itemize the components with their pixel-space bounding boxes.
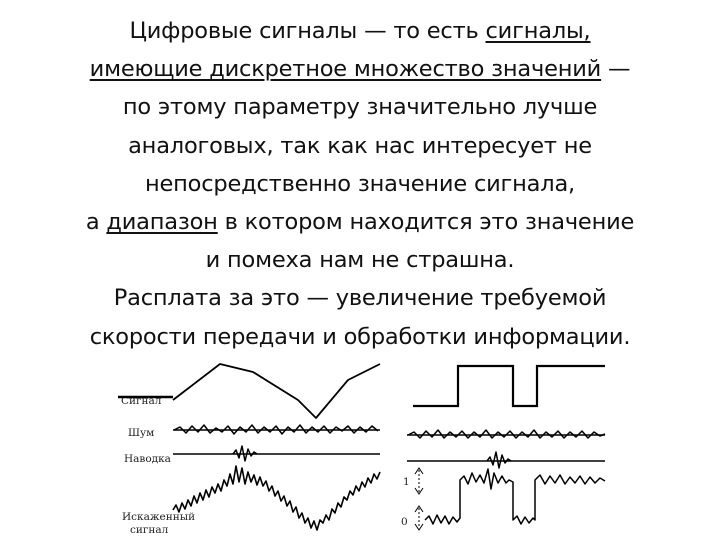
clean-digital-waveform bbox=[413, 366, 605, 406]
underlined-link-signals[interactable]: сигналы, bbox=[485, 18, 591, 44]
text-line-2-part-b: — bbox=[601, 56, 631, 83]
text-line-2 bbox=[10, 50, 710, 88]
text-line-9: скорости передачи и обработки информации. bbox=[89, 323, 631, 350]
label-noise: Шум bbox=[128, 427, 155, 439]
clean-signal-waveform bbox=[173, 364, 380, 418]
underlined-link-range[interactable]: диапазон bbox=[106, 209, 218, 236]
digital-noise-waveform bbox=[408, 430, 605, 438]
digital-signal-diagram bbox=[395, 362, 610, 538]
underlined-link-discrete-values[interactable]: имеющие дискретное множество значений bbox=[89, 56, 602, 83]
text-line-5: непосредственно значение сигнала, bbox=[145, 170, 575, 197]
text-line-8: Расплата за это — увеличение требуемой bbox=[113, 285, 607, 312]
slide-text bbox=[10, 12, 710, 356]
text-line-4: аналоговых, так как нас интересует не bbox=[128, 132, 592, 159]
label-interference: Наводка bbox=[124, 453, 171, 465]
text-line-1-part-a: Цифровые сигналы — то есть bbox=[129, 18, 486, 44]
digital-interference-spike bbox=[487, 452, 511, 468]
text-line-6 bbox=[10, 203, 710, 241]
text-line-7: и помеха нам не страшна. bbox=[205, 247, 515, 274]
distorted-digital-waveform bbox=[425, 469, 605, 524]
text-line-6-part-a: а bbox=[85, 209, 107, 236]
level-one-label: 1 bbox=[403, 476, 410, 488]
analog-signal-diagram bbox=[118, 360, 383, 538]
label-distorted-2: сигнал bbox=[130, 524, 169, 536]
text-line-6-part-c: в котором находится это значение bbox=[217, 209, 635, 236]
text-line-3: по этому параметру значительно лучше bbox=[122, 94, 598, 121]
text-line-1 bbox=[10, 12, 710, 50]
label-signal: Сигнал bbox=[121, 395, 162, 407]
level-zero-label: 0 bbox=[401, 516, 408, 528]
label-distorted-1: Искаженный bbox=[122, 511, 196, 523]
distorted-analog-waveform bbox=[173, 466, 380, 530]
